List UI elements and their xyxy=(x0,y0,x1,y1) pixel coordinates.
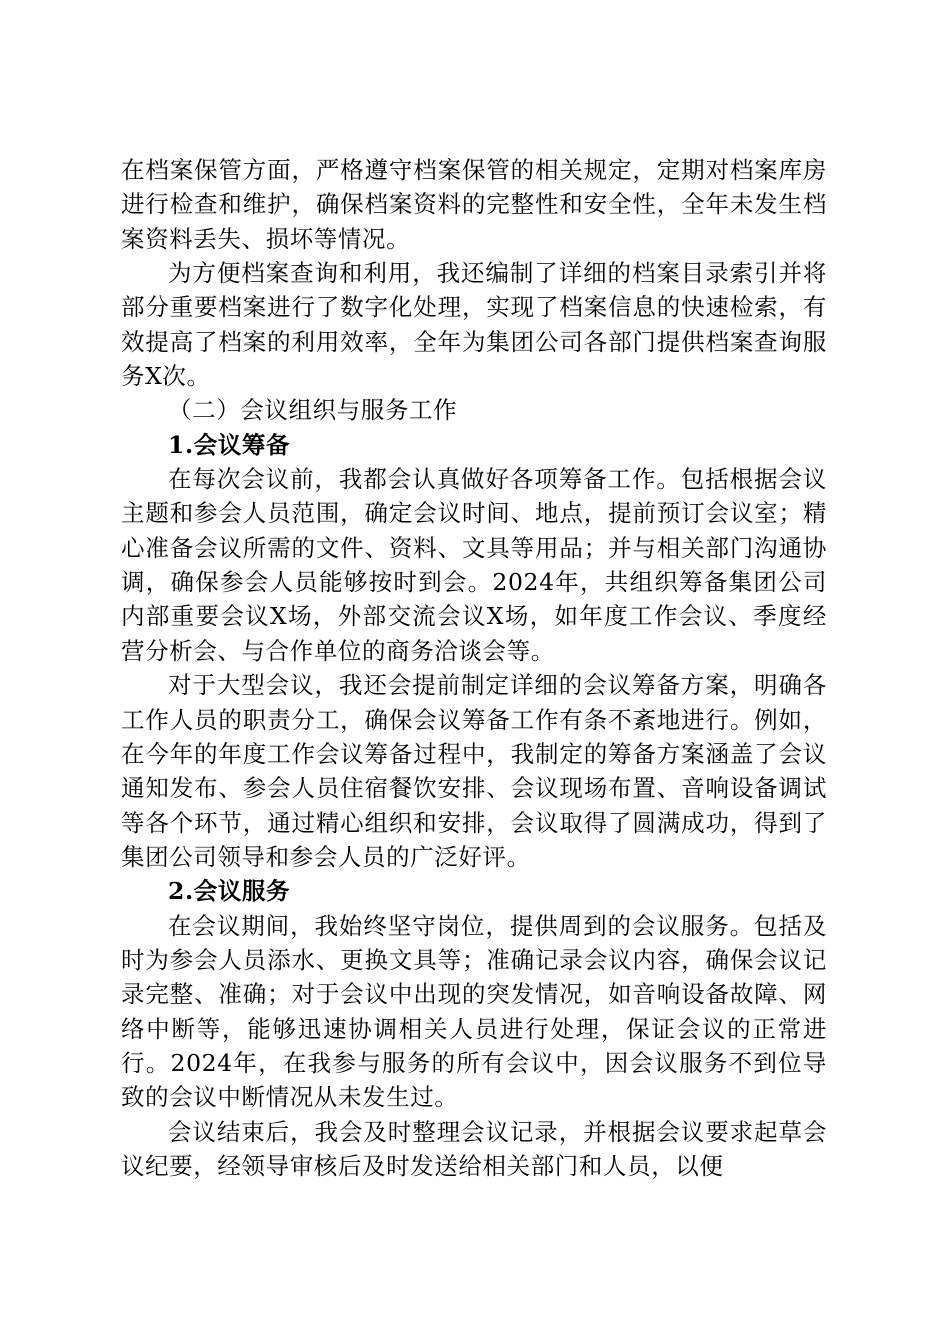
paragraph-archive-storage: 在档案保管方面，严格遵守档案保管的相关规定，定期对档案库房进行检查和维护，确保档案资料的完整性和安全性，全年未发生档案资料丢失、损坏等情况。 xyxy=(121,156,827,253)
document-page xyxy=(121,153,827,1183)
section-heading-meeting: （二）会议组织与服务工作 xyxy=(168,396,458,425)
paragraph-preparation-1: 在每次会议前，我都会认真做好各项筹备工作。包括根据会议主题和参会人员范围，确定会议时间、地点，提前预订会议室；精心准备会议所需的文件、资料、文具等用品；并与相关部门沟通协调，确保参会人员能够按时到会。2024年，共组织筹备集团公司内部重要会议X场，外部交流会议X场，如年度工作会议、季度经营分析会、与合作单位的商务洽谈会等。 xyxy=(121,465,827,665)
paragraph-service-2: 会议结束后，我会及时整理会议记录，并根据会议要求起草会议纪要，经领导审核后及时发送给相关部门和人员，以便 xyxy=(121,1117,827,1180)
paragraph-archive-query: 为方便档案查询和利用，我还编制了详细的档案目录索引并将部分重要档案进行了数字化处理，实现了档案信息的快速检索，有效提高了档案的利用效率，全年为集团公司各部门提供档案查询服务X次。 xyxy=(121,259,827,391)
paragraph-service-1: 在会议期间，我始终坚守岗位，提供周到的会议服务。包括及时为参会人员添水、更换文具等；准确记录会议内容，确保会议记录完整、准确；对于会议中出现的突发情况，如音响设备故障、网络中断等，能够迅速协调相关人员进行处理，保证会议的正常进行。2024年，在我参与服务的所有会议中，因会议服务不到位导致的会议中断情况从未发生过。 xyxy=(121,911,827,1112)
subsection-heading-service: 2.会议服务 xyxy=(168,877,291,906)
subsection-heading-preparation: 1.会议筹备 xyxy=(168,430,291,459)
paragraph-preparation-2: 对于大型会议，我还会提前制定详细的会议筹备方案，明确各工作人员的职责分工，确保会议筹备工作有条不紊地进行。例如，在今年的年度工作会议筹备过程中，我制定的筹备方案涵盖了会议通知发布、参会人员住宿餐饮安排、会议现场布置、音响设备调试等各个环节，通过精心组织和安排，会议取得了圆满成功，得到了集团公司领导和参会人员的广泛好评。 xyxy=(121,671,827,871)
